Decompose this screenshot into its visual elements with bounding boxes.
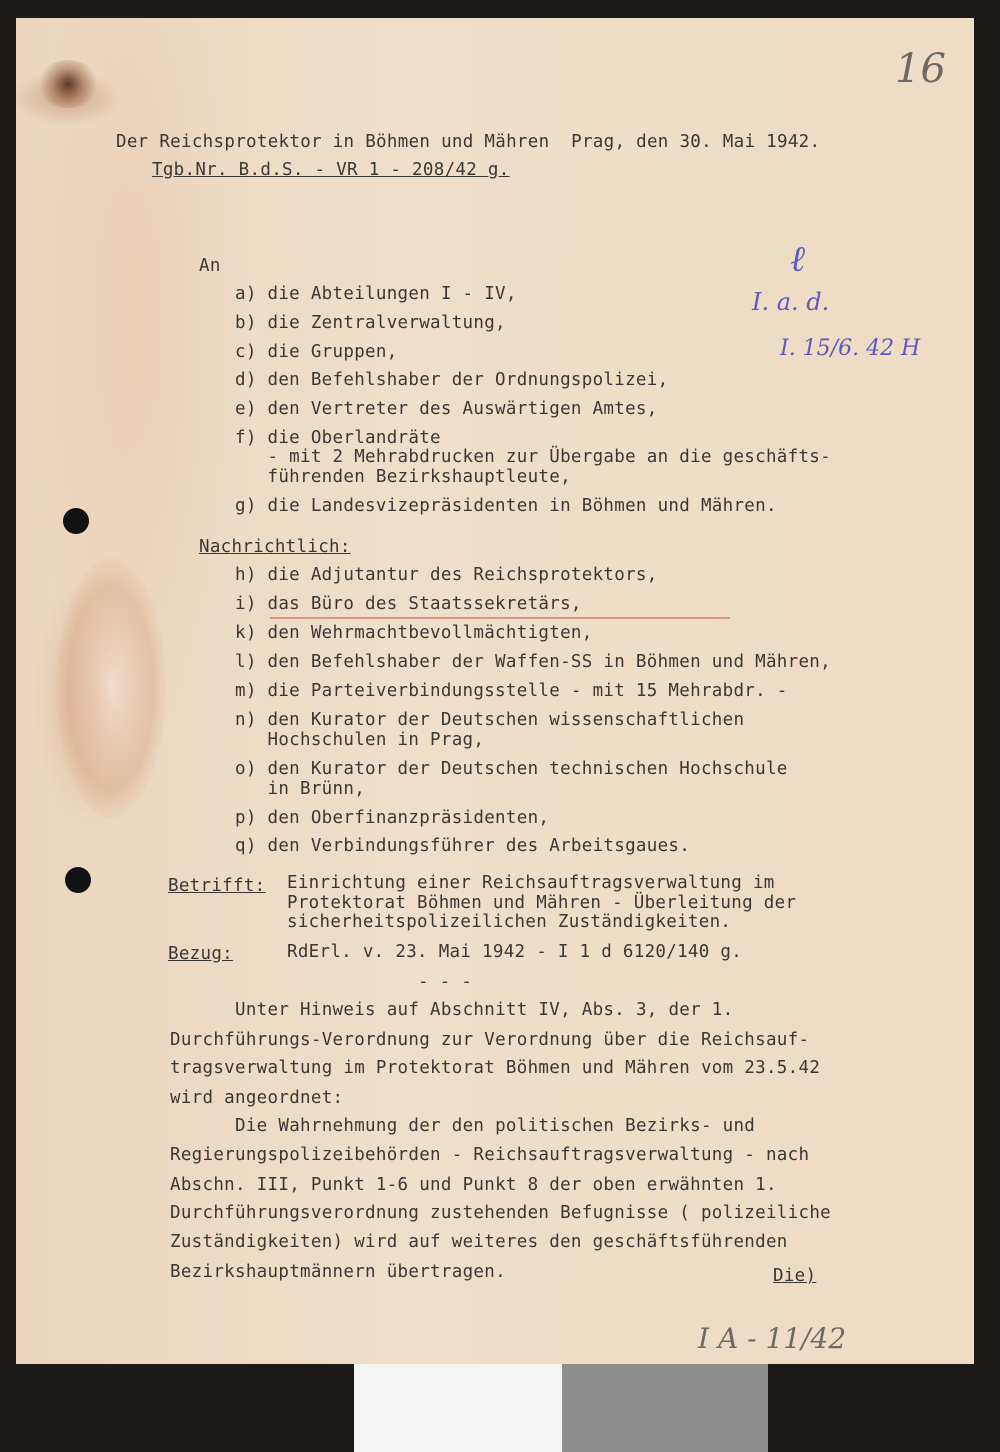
cc-recipient-line: o) den Kurator der Deutschen technischen Hochschule <box>235 759 788 779</box>
header-line-1: Der Reichsprotektor in Böhmen und Mähren Prag, den 30. Mai 1942. <box>116 132 821 152</box>
recipient-line: - mit 2 Mehrabdrucken zur Übergabe an die geschäfts- <box>235 447 831 467</box>
recipient-line: c) die Gruppen, <box>235 342 398 362</box>
water-stain <box>56 558 166 818</box>
subject-label: Betrifft: <box>168 876 266 896</box>
handwritten-note-line-1: I. a. d. <box>752 288 830 316</box>
cc-recipient-line: i) das Büro des Staatssekretärs, <box>235 594 582 614</box>
page-number: 16 <box>895 46 946 92</box>
body-line: Durchführungsverordnung zustehenden Befugnisse ( polizeiliche <box>170 1203 831 1223</box>
body-line: Die Wahrnehmung der den politischen Bezirks- und <box>170 1116 756 1136</box>
subject-line: sicherheitspolizeilichen Zuständigkeiten. <box>287 912 732 932</box>
cc-recipient-line: k) den Wehrmachtbevollmächtigten, <box>235 623 593 643</box>
body-line: Durchführungs-Verordnung zur Verordnung über die Reichsauf- <box>170 1030 810 1050</box>
burn-stain <box>38 60 98 108</box>
cc-recipient-line: in Brünn, <box>235 779 366 799</box>
reference-label: Bezug: <box>168 944 234 964</box>
recipient-line: d) den Befehlshaber der Ordnungspolizei, <box>235 370 669 390</box>
cc-heading: Nachrichtlich: <box>199 537 351 557</box>
red-underline <box>270 617 730 619</box>
header-journal-number: Tgb.Nr. B.d.S. - VR 1 - 208/42 g. <box>152 160 510 180</box>
catchword: Die) <box>773 1266 817 1286</box>
recipient-line: f) die Oberlandräte <box>235 428 441 448</box>
recipient-line: a) die Abteilungen I - IV, <box>235 284 517 304</box>
handwritten-initial: ℓ <box>790 239 805 280</box>
punch-hole-bottom <box>65 867 91 893</box>
cc-recipient-line: q) den Verbindungsführer des Arbeitsgaues. <box>235 836 691 856</box>
subject-line: Protektorat Böhmen und Mähren - Überleitung der <box>287 893 797 913</box>
color-reference-white <box>354 1364 562 1452</box>
body-line: tragsverwaltung im Protektorat Böhmen und Mähren vom 23.5.42 <box>170 1058 821 1078</box>
archive-note: I A - 11/42 <box>698 1322 847 1355</box>
body-line: Regierungspolizeibehörden - Reichsauftragsverwaltung - nach <box>170 1145 810 1165</box>
body-line: Unter Hinweis auf Abschnitt IV, Abs. 3, der 1. <box>170 1000 734 1020</box>
recipient-line: g) die Landesvizepräsidenten in Böhmen und Mähren. <box>235 496 777 516</box>
separator: - - - <box>418 972 473 992</box>
cc-recipient-line: p) den Oberfinanzpräsidenten, <box>235 808 550 828</box>
cc-recipient-line: l) den Befehlshaber der Waffen-SS in Böhmen und Mähren, <box>235 652 831 672</box>
recipient-line: b) die Zentralverwaltung, <box>235 313 506 333</box>
body-line: wird angeordnet: <box>170 1088 344 1108</box>
body-line: Zuständigkeiten) wird auf weiteres den geschäftsführenden <box>170 1232 788 1252</box>
recipient-line: führenden Bezirkshauptleute, <box>235 467 571 487</box>
cc-recipient-line: n) den Kurator der Deutschen wissenschaftlichen <box>235 710 745 730</box>
cc-recipient-line: m) die Parteiverbindungsstelle - mit 15 Mehrabdr. - <box>235 681 788 701</box>
address-intro: An <box>199 256 221 276</box>
cc-recipient-line: Hochschulen in Prag, <box>235 730 485 750</box>
color-reference-gray <box>562 1364 768 1452</box>
body-line: Abschn. III, Punkt 1-6 und Punkt 8 der oben erwähnten 1. <box>170 1175 777 1195</box>
recipient-line: e) den Vertreter des Auswärtigen Amtes, <box>235 399 658 419</box>
body-line: Bezirkshauptmännern übertragen. <box>170 1262 506 1282</box>
reference-text: RdErl. v. 23. Mai 1942 - I 1 d 6120/140 g. <box>287 942 743 962</box>
subject-line: Einrichtung einer Reichsauftragsverwaltung im <box>287 873 775 893</box>
handwritten-note-line-2: I. 15/6. 42 H <box>780 336 921 361</box>
cc-recipient-line: h) die Adjutantur des Reichsprotektors, <box>235 565 658 585</box>
punch-hole-top <box>63 508 89 534</box>
